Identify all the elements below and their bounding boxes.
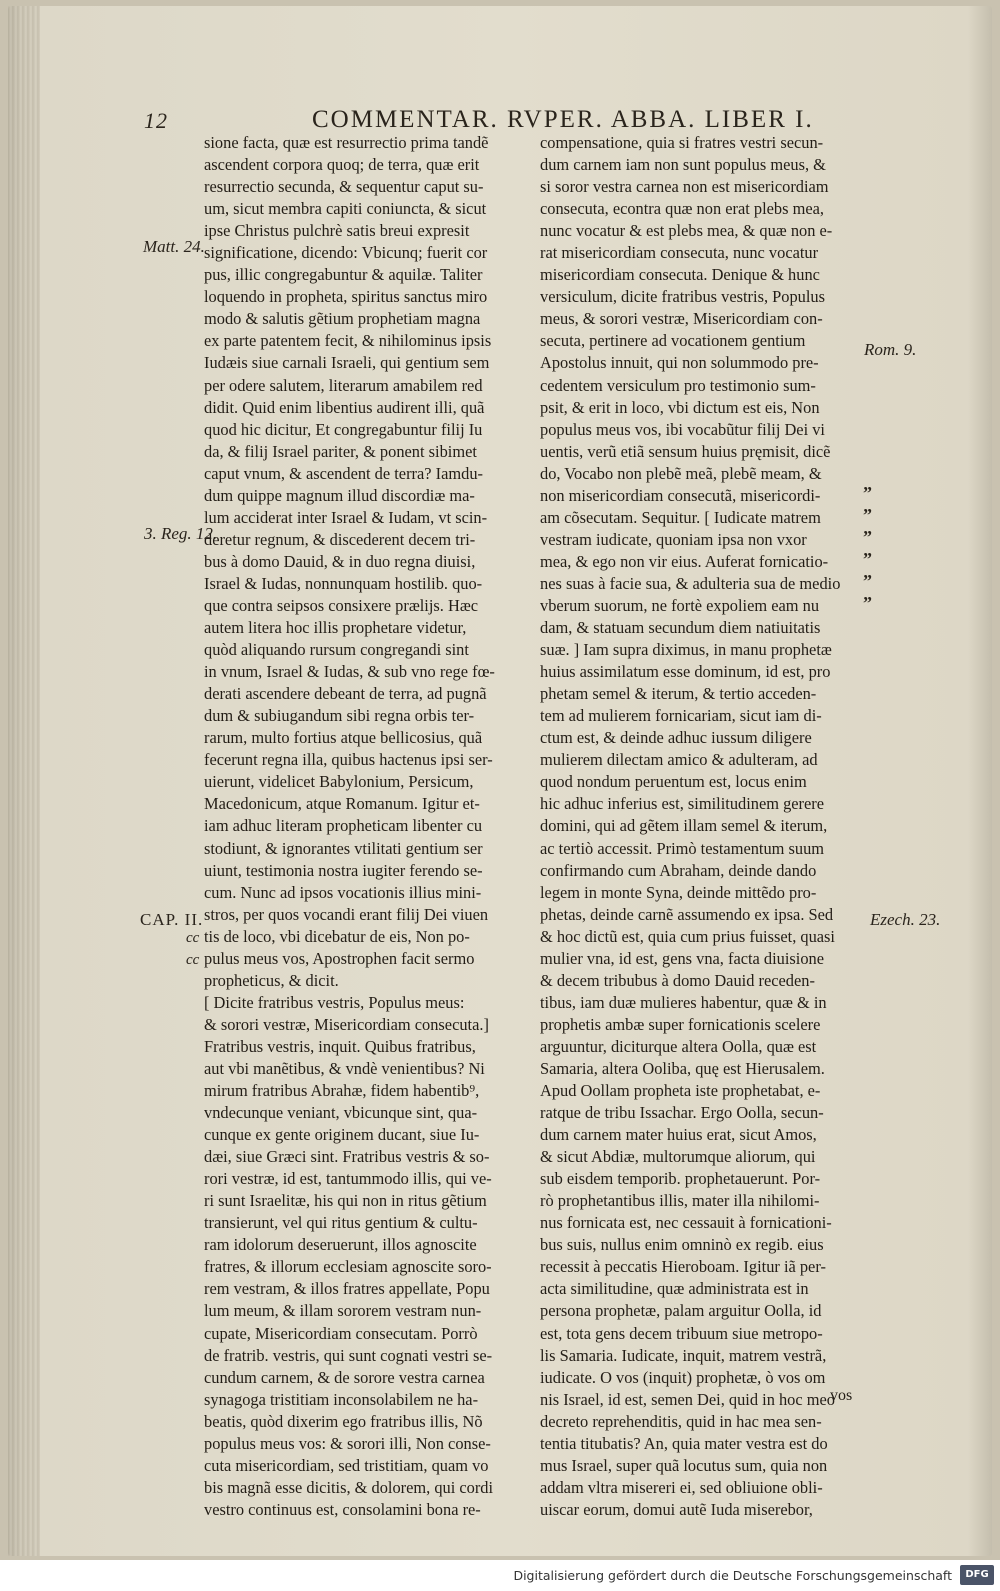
text-line: uiunt, testimonia nostra iugiter ferendo se- [204,860,483,880]
text-line: populus meus vos: & sorori illi, Non conse- [204,1433,491,1453]
text-line: ex parte patentem fecit, & nihilominus ipsis [204,331,492,351]
text-line: stodiunt, & ignorantes vtilitati gentium ser [204,838,483,858]
margin-note-rom: Rom. 9. [864,340,917,359]
text-line: ram idolorum deseruerunt, illos agnoscite [204,1235,477,1255]
text-line: quod hic dicitur, Et congregabuntur filij Iu [204,419,483,439]
text-line: nes suas à facie sua, & adulteria sua de medio [540,573,841,593]
digitization-footer [0,1560,1000,1591]
text-line: beatis, quòd dixerim ego fratribus illis, Nõ [204,1411,483,1431]
text-line: synagoga tristitiam inconsolabilem ne ha- [204,1389,479,1409]
text-line: confirmando cum Abraham, deinde dando [540,860,817,880]
text-line: dum quippe magnum illud discordiæ ma- [204,485,475,505]
text-line: populus meus vos, ibi vocabũtur filij Dei vi [540,419,825,439]
text-line: lum acciderat inter Israel & Iudam, vt scin- [204,507,488,527]
text-line: secuta, pertinere ad vocationem gentium [540,331,806,351]
text-line: rat misericordiam consecuta, nunc vocatur [540,243,819,263]
text-line: modo & salutis gẽtium prophetiam magna [204,309,481,329]
text-line: nunc vocatur & est plebs mea, & quæ non e- [540,221,833,241]
quote-mark-right: ” [863,549,872,569]
text-line: iudicate. O vos (inquit) prophetæ, ò vos om [540,1367,826,1387]
text-line: aut vbi manẽtibus, & vndè venientibus? Ni [204,1058,485,1078]
text-line: Samaria, altera Ooliba, quę est Hierusalem. [540,1058,825,1078]
text-line: do, Vocabo non plebẽ meã, plebẽ meam, & [540,463,822,483]
text-line: tibus, iam duæ mulieres habentur, quæ & in [540,992,827,1012]
dfg-logo-icon: DFG [960,1565,994,1585]
text-line: autem litera hoc illis prophetare videtur, [204,618,467,638]
text-line: quòd aliquando rursum congregandi sint [204,640,469,660]
text-line: acta similitudine, quæ administrata est in [540,1279,809,1299]
text-line: didit. Quid enim libentius audirent illi, quã [204,397,485,417]
text-line: ascendent corpora quoq; de terra, quæ erit [204,155,480,175]
text-line: transierunt, vel qui ritus gentium & cultu- [204,1213,478,1233]
text-line: compensatione, quia si fratres vestri secun- [540,133,824,152]
text-line: non misericordiam consecutã, misericordi- [540,485,821,505]
funding-credit: Digitalisierung gefördert durch die Deutsche Forschungsgemeinschaft [513,1568,952,1583]
text-line: suæ. ] Iam supra diximus, in manu prophetæ [540,640,832,660]
text-line: domini, qui ad gẽtem illam semel & iterum, [540,816,828,836]
text-line: tis de loco, vbi dicebatur de eis, Non po- [204,926,470,946]
text-line: deretur regnum, & discederent decem tri- [204,529,476,549]
text-line: consecuta, econtra quæ non erat plebs mea, [540,199,824,219]
text-line: bus à domo Dauid, & in duo regna diuisi, [204,551,476,571]
text-line: misericordiam consecuta. Denique & hunc [540,265,820,285]
text-line: iam adhuc literam propheticam libenter cu [204,816,483,836]
text-line: addam vltra misereri ei, sed obliuione obli- [540,1477,823,1497]
text-line: dæi, siue Græci sint. Fratribus vestris & so- [204,1147,490,1167]
text-line: Iudæis siue carnali Israeli, qui gentium sem [204,353,490,373]
text-line: derati ascendere debeant de terra, ad pugnã [204,684,487,704]
left-text-column [204,132,534,1521]
text-line: fratres, & illorum ecclesiam agnoscite soro- [204,1257,492,1277]
text-line: rem vestram, & illos fratres appellate, Popu [204,1279,490,1299]
text-line: rori vestræ, id est, tantummodo illis, qui ve- [204,1169,492,1189]
text-line: sub eisdem temporib. prophetauerunt. Por- [540,1169,821,1189]
page-number: 12 [144,108,168,133]
text-line: cuta misericordiam, sed tristitiam, quam vo [204,1455,489,1475]
text-line: dum & subiugandum sibi regna orbis ter- [204,706,475,726]
text-line: pulus meus vos, Apostrophen facit sermo [204,948,475,968]
text-line: loquendo in propheta, spiritus sanctus miro [204,287,488,307]
text-line: mirum fratribus Abrahæ, fidem habentib⁹, [204,1081,480,1101]
text-line: resurrectio secunda, & sequentur caput su- [204,177,484,197]
text-line: est, tota gens decem tribuum siue metropo- [540,1323,823,1343]
margin-note-reg: 3. Reg. 12. [144,524,218,543]
text-line: um, sicut membra capiti coniuncta, & sicut [204,199,487,219]
text-line: ipse Christus pulchrè satis breui expresit [204,221,470,241]
text-line: Apostolus innuit, qui non solummodo pre- [540,353,819,373]
text-line: uierunt, videlicet Babylonium, Persicum, [204,772,474,792]
text-line: bus suis, nullus enim omninò ex regib. eius [540,1235,824,1255]
text-line: Macedonicum, atque Romanum. Igitur et- [204,794,480,814]
text-line: lum meum, & illam sororem vestram nun- [204,1301,482,1321]
text-line: bis magnã esse dicitis, & dolorem, qui cordi [204,1477,494,1497]
text-line: cupate, Misericordiam consecutam. Porrò [204,1323,478,1343]
text-line: mulierem dilectam amico & adulteram, ad [540,750,818,770]
text-line: ac tertiò accessit. Primò testamentum suum [540,838,825,858]
quote-mark-right: ” [863,593,872,613]
text-line: in vnum, Israel & Iudas, & sub vno rege fœ- [204,662,495,682]
right-text-column [540,132,870,1521]
text-line: phetas, deinde carnẽ assumendo ex ipsa. Sed [540,904,834,924]
text-line: huius assimilatum esse dominum, id est, pro [540,662,831,682]
text-line: uiscar eorum, domui autẽ Iuda miserebor, [540,1499,813,1519]
text-line: versiculum, dicite fratribus vestris, Populus [540,287,825,307]
text-line: & decem tribubus à domo Dauid receden- [540,970,815,990]
text-line: arguuntur, diciturque altera Oolla, quæ est [540,1036,817,1056]
text-line: quod nondum peruentum est, locus enim [540,772,807,792]
text-line: significatione, dicendo: Vbicunq; fuerit cor [204,243,488,263]
text-line: & hoc dictũ est, quia cum prius fuisset, quasi [540,926,835,946]
text-line: meus, & sorori vestræ, Misericordiam con- [540,309,823,329]
text-line: dum carnem mater huius erat, sicut Amos, [540,1125,817,1145]
text-line: mus Israel, super quã locutus sum, quia non [540,1455,828,1475]
text-line: uentis, verũ etiã sensum huius pręmisit, dicẽ [540,441,831,461]
text-line: psit, & erit in loco, vbi dictum est eis, Non [540,397,820,417]
text-line: persona prophetæ, palam arguitur Oolla, id [540,1301,822,1321]
text-line: propheticus, & dicit. [204,970,339,990]
text-line: lis Samaria. Iudicate, inquit, matrem vestrã, [540,1345,827,1365]
text-line: ratque de tribu Issachar. Ergo Oolla, secun- [540,1103,824,1123]
text-line: recessit à peccatis Hieroboam. Igitur iã per- [540,1257,826,1277]
margin-note-matt: Matt. 24. [143,237,205,256]
text-line: hic adhuc inferius est, similitudinem gerere [540,794,825,814]
text-line: pus, illic congregabuntur & aquilæ. Taliter [204,265,483,285]
text-line: nis Israel, id est, semen Dei, quid in hoc meo [540,1389,835,1409]
text-line: ri sunt Israelitæ, his qui non in ritus gẽtium [204,1191,487,1211]
margin-note-chapter: CAP. II. [140,910,204,929]
text-line: [ Dicite fratribus vestris, Populus meus: [204,992,465,1012]
text-line: vestram iudicate, quoniam ipsa non vxor [540,529,807,549]
quote-mark-right: ” [863,571,872,591]
text-line: dum carnem iam non sunt populus meus, & [540,155,826,175]
text-line: vndecunque veniant, vbicunque sint, qua- [204,1103,478,1123]
quote-mark-right: ” [863,483,872,503]
text-line: cedentem versiculum pro testimonio sum- [540,375,816,395]
text-line: legem in monte Syna, deinde mittẽdo pro- [540,882,817,902]
text-line: phetam semel & iterum, & tertio acceden- [540,684,817,704]
quote-mark-left: cc [186,930,200,946]
text-line: nus fornicata est, nec cessauit à fornicationi- [540,1213,832,1233]
text-line: ctum est, & deinde adhuc iussum diligere [540,728,812,748]
text-line: caput vnum, & ascendent de terra? Iamdu- [204,463,483,483]
text-line: am cõsecutam. Sequitur. [ Iudicate matrem [540,507,821,527]
text-line: tentia titubatis? An, quia mater vestra est do [540,1433,828,1453]
text-line: & sicut Abdiæ, multorumque aliorum, qui [540,1147,816,1167]
text-line: Apud Oollam propheta iste prophetabat, e- [540,1081,821,1101]
text-line: si soror vestra carnea non est misericordiam [540,177,829,197]
text-line: vberum suorum, ne fortè expoliem eam nu [540,595,820,615]
text-line: stros, per quos vocandi erant filij Dei viuen [204,904,489,924]
text-line: mea, & ego non vir eius. Auferat fornicatio- [540,551,829,571]
quote-mark-right: ” [863,505,872,525]
running-head: COMMENTAR. RVPER. ABBA. LIBER I. [312,106,814,133]
text-line: rò prophetantibus illis, mater illa nihilomi- [540,1191,820,1211]
text-line: mulier vna, id est, gens vna, facta diuisione [540,948,825,968]
text-line: prophetis ambæ super fornicationis scelere [540,1014,821,1034]
text-line: cundum carnem, & de sorore vestra carnea [204,1367,485,1387]
text-line: & sorori vestræ, Misericordiam consecuta.] [204,1014,489,1034]
text-line: fecerunt regna illa, quibus hactenus ipsi ser- [204,750,493,770]
margin-note-ezech: Ezech. 23. [870,910,941,929]
quote-mark-left: cc [186,952,200,968]
text-line: Israel & Iudas, nonnunquam hostilib. quo- [204,573,483,593]
text-line: que contra seipsos consixere prælijs. Hæc [204,595,479,615]
text-line: vestro continuus est, consolamini bona re- [204,1499,481,1519]
text-line: sione facta, quæ est resurrectio prima tandẽ [204,133,489,152]
text-line: rarum, multo fortius atque bellicosius, quã [204,728,483,748]
book-page-edges [8,6,40,1556]
text-line: dam, & statuam secundum diem natiuitatis [540,618,821,638]
catchword: vos [830,1387,853,1404]
text-line: tem ad mulierem fornicariam, sicut iam di- [540,706,822,726]
text-line: decreto reprehenditis, quid in hac mea sen- [540,1411,822,1431]
quote-mark-right: ” [863,527,872,547]
text-line: de fratrib. vestris, qui sunt cognati vestri se- [204,1345,493,1365]
text-line: per odere salutem, literarum amabilem red [204,375,483,395]
text-line: Fratribus vestris, inquit. Quibus fratribus, [204,1036,476,1056]
text-line: cunque ex gente originem ducant, siue Iu- [204,1125,480,1145]
text-line: da, & filij Israel pariter, & ponent sibimet [204,441,477,461]
text-line: cum. Nunc ad ipsos vocationis illius mini- [204,882,482,902]
